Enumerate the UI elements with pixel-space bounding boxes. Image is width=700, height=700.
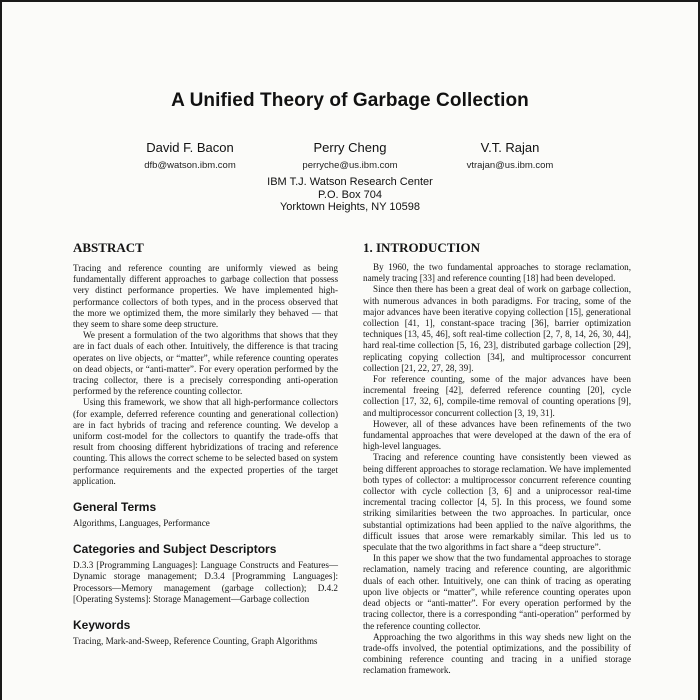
abstract-heading: ABSTRACT [73, 240, 144, 255]
author-email: perryche@us.ibm.com [302, 160, 398, 171]
categories-heading: Categories and Subject Descriptors [73, 542, 277, 557]
author-block [410, 140, 610, 171]
left-column [73, 240, 338, 647]
author-name: David F. Bacon [146, 140, 234, 155]
paper-title: A Unified Theory of Garbage Collection [171, 90, 529, 111]
affiliation-line: P.O. Box 704 [317, 188, 382, 201]
author-email: vtrajan@us.ibm.com [466, 160, 554, 171]
right-column [363, 240, 631, 677]
intro-paragraph: Since then there has been a great deal of work on garbage collection, with numerous advances in both paradigms. For tracing, some of the major advances have been iterative copying collection [15], generational collection [41, 1], constant-space tracing [36], barrier optimization techniques [13, 45, 46], soft real-time collection [2, 7, 8, 14, 26, 30, 44], hard real-time collection [5, 16, 23], distributed garbage collection [29], replicating copying collection [34], and multiprocessor concurrent collection [21, 22, 27, 28, 39]. [363, 284, 631, 373]
abstract-paragraph: We present a formulation of the two algorithms that shows that they are in fact duals of each other. Intuitively, the difference is that tracing operates on live objects, or “matter”, while reference counting operates on dead objects, or “anti-matter”. For every operation performed by the tracing collector, there is a precisely corresponding anti-operation performed by the reference counting collector. [73, 330, 338, 397]
intro-paragraph: Tracing and reference counting have consistently been viewed as being different approaches to storage reclamation. We have implemented both types of collector: a multiprocessor concurrent reference counting collector with cycle collection [3, 6] and a uniprocessor real-time incremental tracing collector [4, 5]. In this process, we found some striking similarities between the two approaches. In particular, once substantial optimizations had been applied to the naïve algorithms, the difficult issues that arose were remarkably similar. This led us to speculate that the two algorithms in fact share a “deep structure”. [363, 452, 631, 553]
intro-paragraph: Approaching the two algorithms in this way sheds new light on the trade-offs involved, the potential optimizations, and the possibility of combining reference counting and tracing in a unified storage reclamation framework. [363, 631, 631, 676]
affiliation-line: Yorktown Heights, NY 10598 [279, 201, 421, 213]
paper-page [2, 2, 698, 700]
keywords-heading: Keywords [73, 618, 131, 633]
categories-text: D.3.3 [Programming Languages]: Language Constructs and Features—Dynamic storage management; D.3.4 [Programming Languages]: Processors—Memory management (garbage collection); D.4.2 [Operating Systems]: Storage Management—Garbage collection [73, 560, 338, 604]
affiliation [2, 176, 698, 214]
affiliation-line: IBM T.J. Watson Research Center [267, 176, 433, 188]
abstract-paragraph: Tracing and reference counting are uniformly viewed as being fundamentally different approaches to garbage collection that possess very distinct performance properties. We have implemented high-performance collectors of both types, and in the process observed that the more we optimized them, the more similarly they behaved — that they seem to share some deep structure. [73, 263, 338, 330]
keywords-text: Tracing, Mark-and-Sweep, Reference Counting, Graph Algorithms [73, 636, 318, 647]
general-terms-heading: General Terms [73, 500, 157, 515]
abstract-paragraph: Using this framework, we show that all high-performance collectors (for example, deferred reference counting and generational collection) are in fact hybrids of tracing and reference counting. We develop a uniform cost-model for the collectors to quantify the trade-offs that result from choosing different hybridizations of tracing and reference counting. This allows the correct scheme to be selected based on system performance requirements and the expected properties of the target application. [73, 397, 338, 486]
introduction-heading: 1. INTRODUCTION [363, 240, 481, 255]
general-terms-text: Algorithms, Languages, Performance [73, 518, 210, 529]
intro-paragraph: For reference counting, some of the major advances have been incremental freeing [42], deferred reference counting [20], cycle collection [17, 32, 6], compile-time removal of counting operations [9], and multiprocessor concurrent collection [3, 19, 31]. [363, 374, 631, 418]
author-name: Perry Cheng [313, 140, 387, 155]
intro-paragraph: However, all of these advances have been refinements of the two fundamental approaches that were developed at the dawn of the era of high-level languages. [363, 418, 631, 452]
author-name: V.T. Rajan [480, 140, 540, 155]
author-email: dfb@watson.ibm.com [144, 160, 236, 171]
intro-paragraph: By 1960, the two fundamental approaches to storage reclamation, namely tracing [33] and reference counting [18] had been developed. [363, 262, 631, 284]
intro-paragraph: In this paper we show that the two fundamental approaches to storage reclamation, namely tracing and reference counting, are algorithmic duals of each other. Intuitively, one can think of tracing as operating upon live objects or “matter”, while reference counting operates upon dead objects or “anti-matter”. For every operation performed by the tracing collector, there is a corresponding “anti-operation” performed by the reference counting collector. [363, 553, 631, 631]
